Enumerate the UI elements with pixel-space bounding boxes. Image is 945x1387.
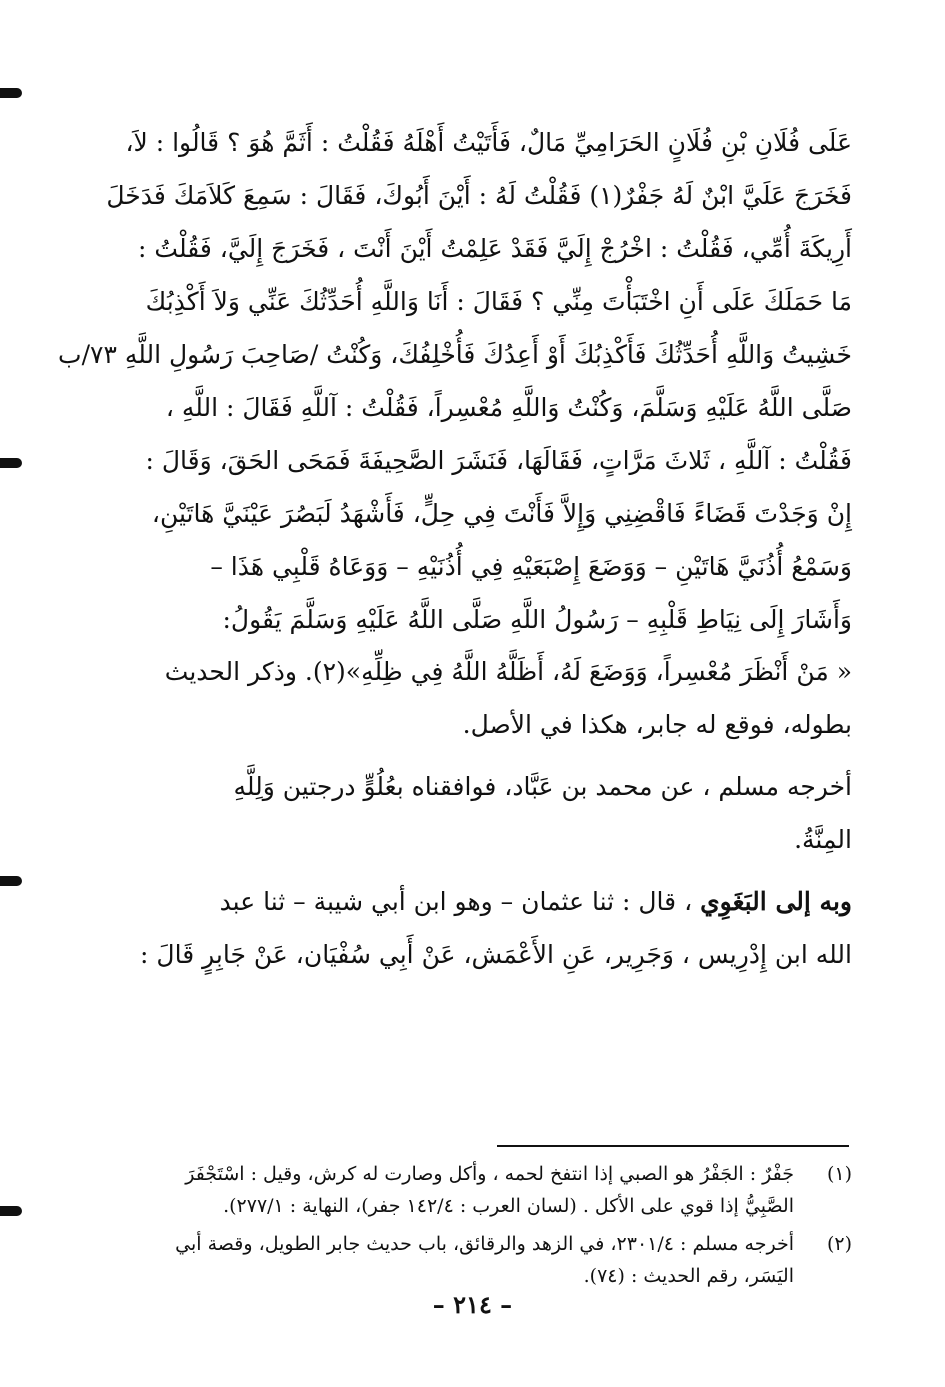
footnote-line: أخرجه مسلم : ٢٣٠١/٤، في الزهد والرقائق، باب حديث جابر الطويل، وقصة أبي bbox=[175, 1233, 794, 1255]
footnote-item bbox=[170, 1228, 852, 1292]
text-line: الله ابن إِدْرِيس ، وَجَرِير، عَنِ الأَعْمَش، عَنْ أَبِي سُفْيَان، عَنْ جَابِرٍ قَالَ : bbox=[140, 940, 852, 969]
footnote-line: اليَسَر، رقم الحديث : (٧٤). bbox=[583, 1265, 794, 1287]
page-number: – ٢١٤ – bbox=[432, 1290, 513, 1319]
footnote-line: الصَّبِيُّ إذا قوي على الأكل . (لسان العرب : ١٤٢/٤ جفر)، النهاية : ٢٧٧/١). bbox=[223, 1195, 794, 1217]
isnad-paragraph bbox=[140, 875, 852, 981]
text-line: عَلَى فُلَانِ بْنِ فُلَانٍ الحَرَامِيِّ مَالٌ، فَأَتَيْتُ أَهْلَهُ فَقُلْتُ : أَثَمَّ هُوَ ؟ قَالُوا : لاَ، bbox=[125, 128, 852, 157]
footnote-number: (١) bbox=[826, 1163, 852, 1185]
scan-edge-mark bbox=[0, 876, 22, 886]
text-line: فَقُلْتُ : آللَّهِ ، ثَلاثَ مَرَّاتٍ، فَقَالَهَا، فَنَشَرَ الصَّحِيفَةَ فَمَحَى الحَقَ، وَقَالَ : bbox=[145, 446, 852, 475]
isnad-bold-prefix: وبه إلى البَغَوِي bbox=[700, 887, 852, 916]
footnote-line: جَفْرٌ : الجَفْرُ هو الصبي إذا انتفخ لحمه ، وأكل وصارت له كرش، وقيل : اسْتَجْفَرَ bbox=[185, 1163, 794, 1185]
footnote-text bbox=[170, 1158, 794, 1222]
scan-edge-mark bbox=[0, 88, 22, 98]
text-line: مَا حَمَلَكَ عَلَى أَنِ اخْتَبَأْتَ مِنِّي ؟ فَقَالَ : أَنَا وَاللَّهِ أُحَدِّثُكَ عَنِّي وَلاَ أَكْذِبُكَ bbox=[145, 287, 852, 316]
text-line: خَشِيتُ وَاللَّهِ أُحَدِّثُكَ فَأَكْذِبُكَ أَوْ أَعِدُكَ فَأُخْلِفُكَ، وَكُنْتُ /صَاحِبَ رَسُولِ اللَّهِ ٧٣/ب bbox=[58, 340, 852, 369]
text-line: صَلَّى اللَّهُ عَلَيْهِ وَسَلَّمَ، وَكُنْتُ وَاللَّهِ مُعْسِراً، فَقُلْتُ : آللَّهِ فَقَالَ : اللَّهِ ، bbox=[165, 393, 852, 422]
isnad-line-rest: ، قال : ثنا عثمان – وهو ابن أبي شيبة – ثنا عبد bbox=[219, 887, 701, 916]
text-line: وَأَشَارَ إِلَى نِيَاطِ قَلْبِهِ – رَسُولُ اللَّهِ صَلَّى اللَّهُ عَلَيْهِ وَسَلَّمَ يَقُولُ: bbox=[222, 605, 852, 634]
text-line: « مَنْ أَنْظَرَ مُعْسِراً، وَوَضَعَ لَهُ، أَظَلَّهُ اللَّهُ فِي ظِلِّهِ»(٢). وذكر الحديث bbox=[164, 657, 852, 686]
text-line: بطوله، فوقع له جابر، هكذا في الأصل. bbox=[462, 710, 852, 739]
footnote-text bbox=[170, 1228, 794, 1292]
text-line: إِنْ وَجَدْتَ قَضَاءً فَاقْضِنِي وَإِلاَّ فَأَنْتَ فِي حِلٍّ، فَأَشْهَدُ لَبَصُرَ عَيْنَيَّ هَاتَيْنِ، bbox=[151, 499, 852, 528]
text-line bbox=[170, 875, 852, 928]
scan-edge-mark bbox=[0, 458, 22, 468]
footnote-item bbox=[170, 1158, 852, 1222]
hadith-paragraph bbox=[164, 645, 852, 751]
footnotes bbox=[170, 1158, 852, 1298]
text-line: أَرِيكَةَ أُمِّي، فَقُلْتُ : اخْرُجْ إِلَيَّ فَقَدْ عَلِمْتُ أَيْنَ أَنْتَ ، فَخَرَجَ إِلَيَّ، فَقُلْتُ : bbox=[138, 234, 852, 263]
text-line: وَسَمْعُ أُذُنَيَّ هَاتَيْنِ – وَوَضَعَ إِصْبَعَيْهِ فِي أُذُنَيْهِ – وَوَعَاهُ قَلْبِي هَذَا – bbox=[210, 552, 852, 581]
scan-edge-mark bbox=[0, 1206, 22, 1216]
main-text-block bbox=[58, 116, 852, 646]
text-line: المِنَّةُ. bbox=[794, 825, 852, 854]
text-line: فَخَرَجَ عَلَيَّ ابْنٌ لَهُ جَفْرٌ(١) فَقُلْتُ لَهُ : أَيْنَ أَبُوكَ، فَقَالَ : سَمِعَ كَلاَمَكَ فَدَخَلَ bbox=[106, 181, 852, 210]
footnote-divider bbox=[497, 1145, 849, 1147]
text-line: أخرجه مسلم ، عن محمد بن عَبَّاد، فوافقناه بعُلُوٍّ درجتين وَلِلَّهِ bbox=[233, 772, 852, 801]
takhrij-paragraph bbox=[170, 760, 852, 866]
footnote-number: (٢) bbox=[826, 1233, 852, 1255]
